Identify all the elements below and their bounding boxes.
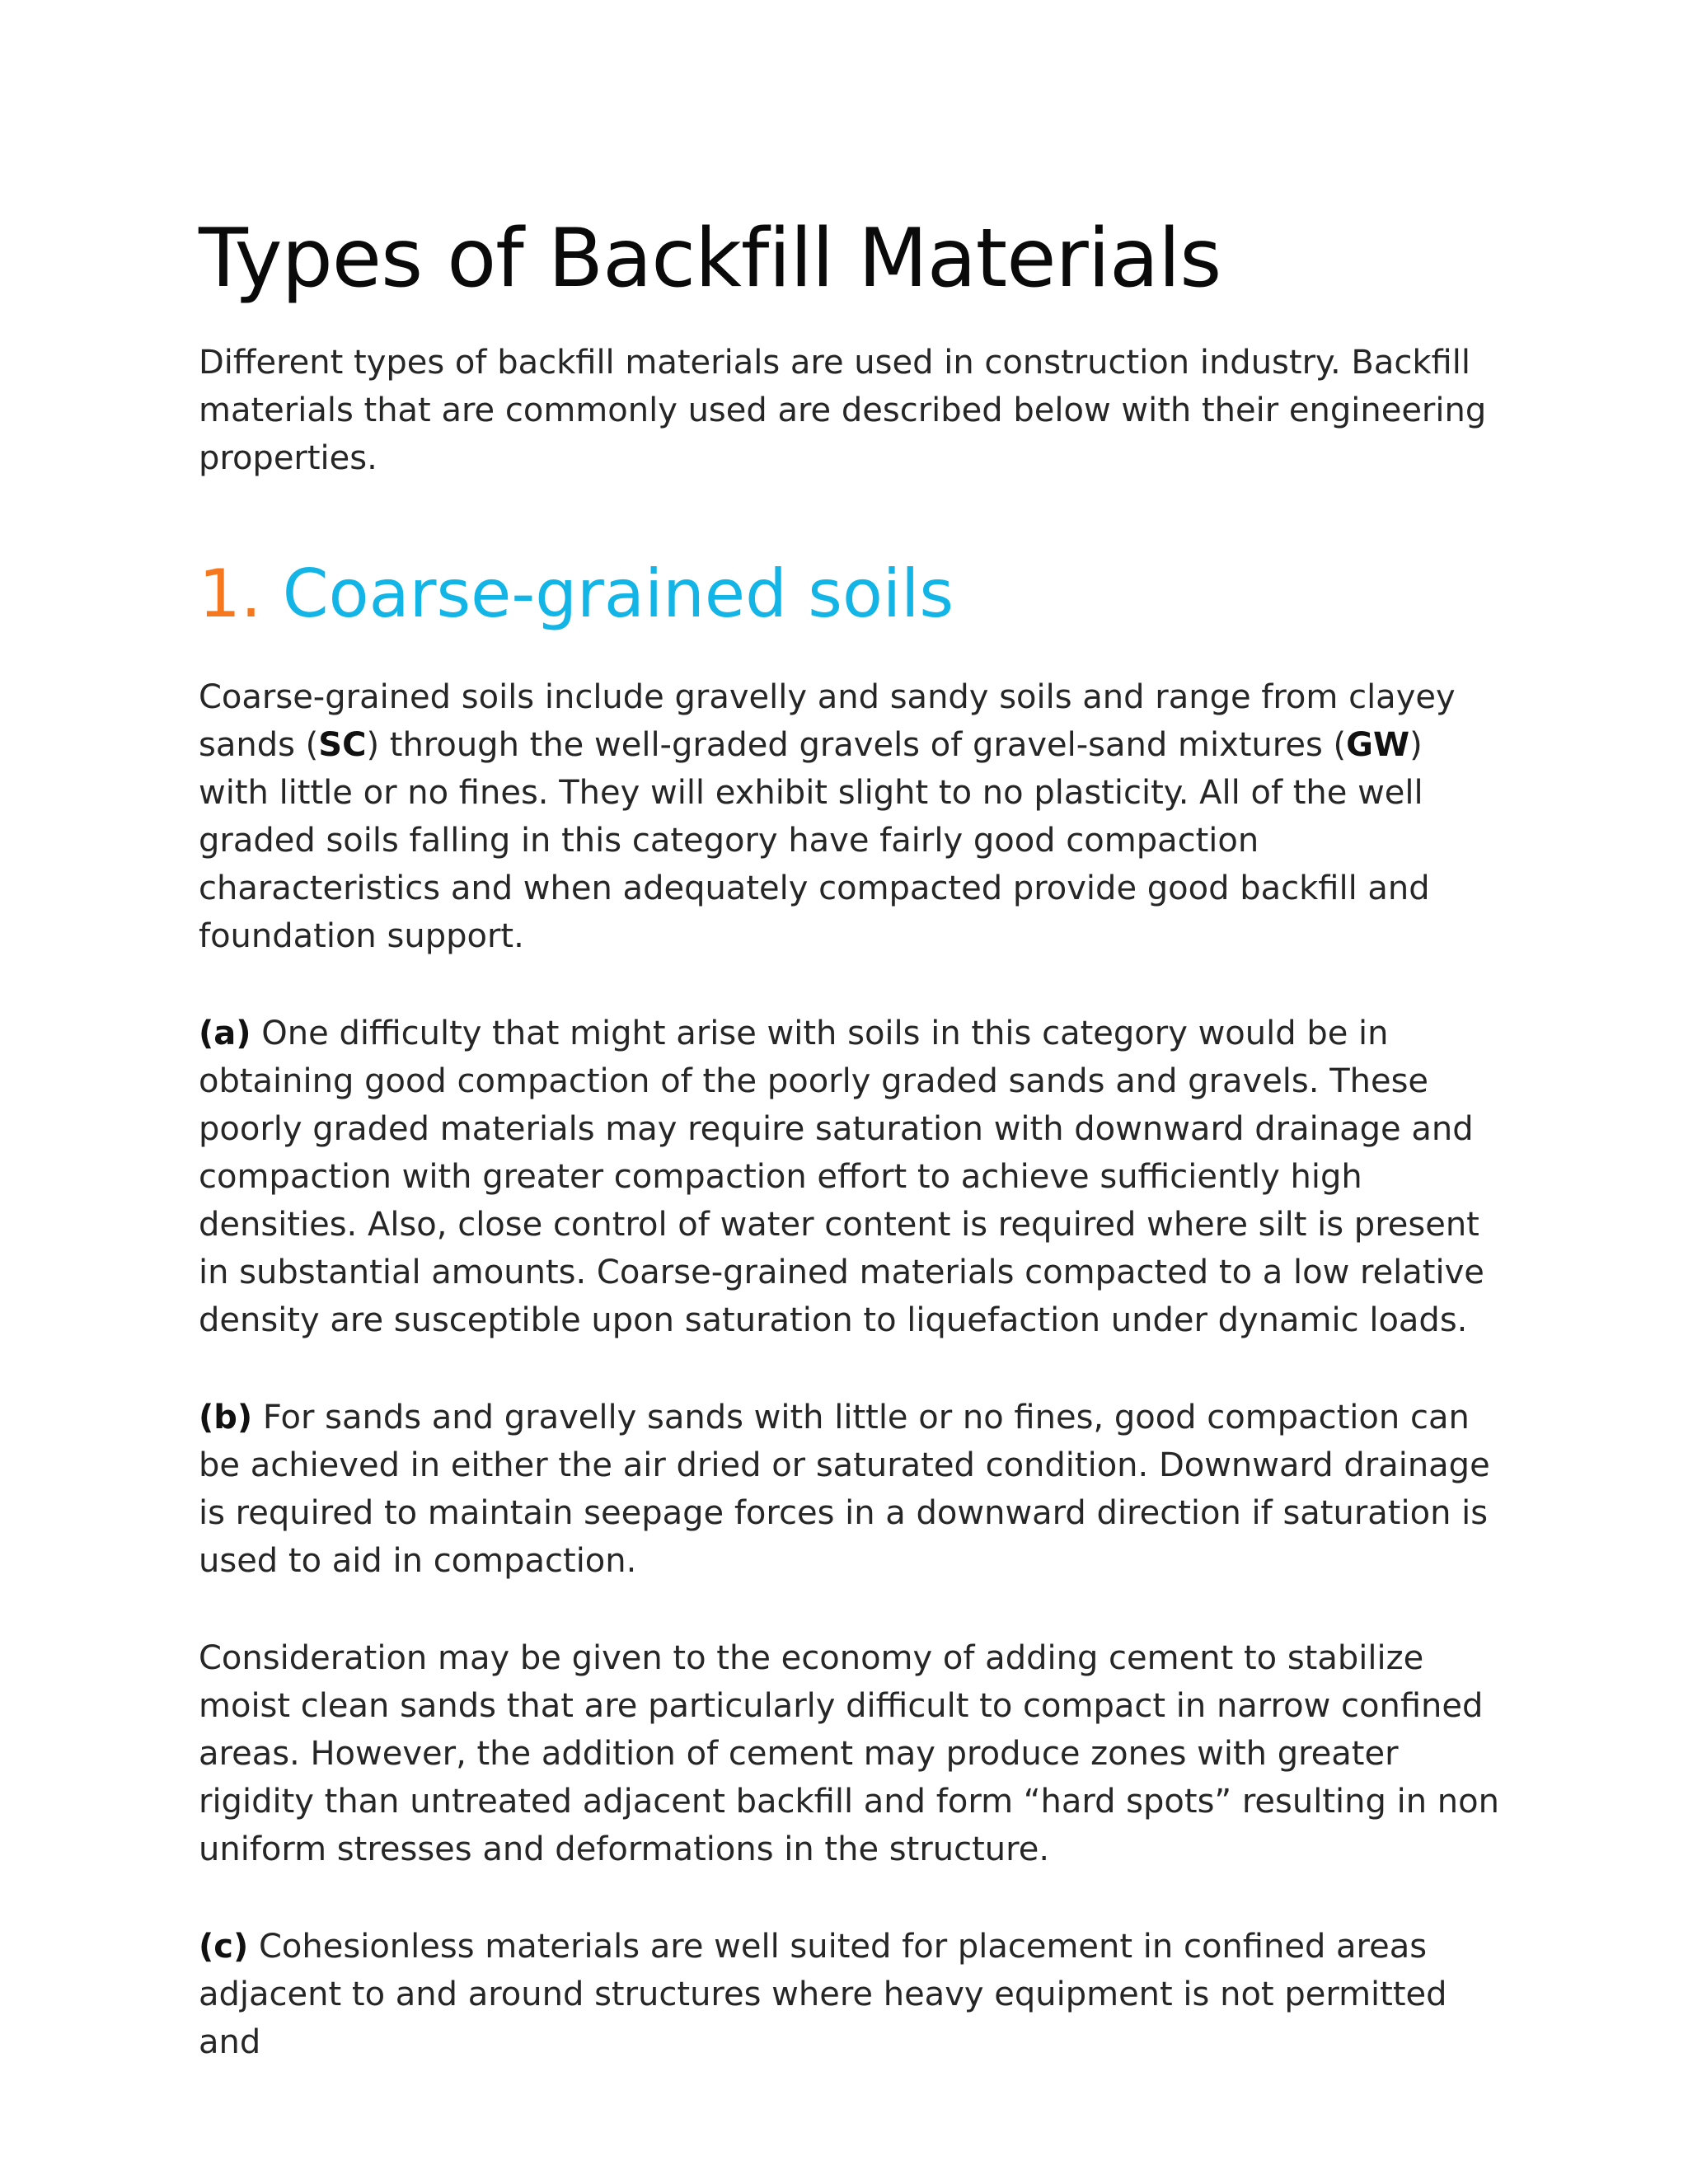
soil-code-sc: SC <box>318 725 367 764</box>
page-title: Types of Backfill Materials <box>199 212 1221 306</box>
soil-code-gw: GW <box>1346 725 1410 764</box>
paragraph-overview-part3: ) with little or no fines. They will exhibit slight to no plasticity. All of the well graded soils falling in this category have fairly good compaction characteristics and when adequately compacted provide good backfill and foundation support. <box>199 725 1430 955</box>
paragraph-c <box>199 1923 1501 2066</box>
paragraph-overview-part1: Coarse-grained soils include gravelly and sandy soils and range from clayey sands ( <box>199 677 1456 764</box>
paragraph-a-text: One difficulty that might arise with soils in this category would be in obtaining good compaction of the poorly graded sands and gravels. These poorly graded materials may require saturation with downward drainage and compaction with greater compaction effort to achieve sufficiently high densities. Also, close control of water content is required where silt is present in substantial amounts. Coarse-grained materials compacted to a low relative density are susceptible upon saturation to liquefaction under dynamic loads. <box>199 1014 1484 1339</box>
paragraph-c-text: Cohesionless materials are well suited for placement in confined areas adjacent to and around structures where heavy equipment is not permitted and <box>199 1927 1447 2061</box>
paragraph-a-label: (a) <box>199 1014 251 1052</box>
section-number: 1. <box>199 555 262 632</box>
paragraph-c-label: (c) <box>199 1927 249 1966</box>
paragraph-b-text: For sands and gravelly sands with little or no fines, good compaction can be achieved in either the air dried or saturated condition. Downward drainage is required to maintain seepage forces in a downward direction if saturation is used to aid in compaction. <box>199 1398 1490 1580</box>
paragraph-b-label: (b) <box>199 1398 253 1436</box>
paragraph-overview-part2: ) through the well-graded gravels of gravel-sand mixtures ( <box>366 725 1347 764</box>
section-heading-text: Coarse-grained soils <box>282 555 954 632</box>
paragraph-overview <box>199 673 1501 960</box>
section-heading-coarse-grained <box>199 555 1501 632</box>
paragraph-a <box>199 1010 1501 1344</box>
intro-paragraph: Different types of backfill materials are used in construction industry. Backfill materials that are commonly used are described below with their engineering properties. <box>199 343 1487 477</box>
paragraph-cement: Consideration may be given to the economy of adding cement to stabilize moist clean sands that are particularly difficult to compact in narrow confined areas. However, the addition of cement may produce zones with greater rigidity than untreated adjacent backfill and form “hard spots” resulting in non uniform stresses and deformations in the structure. <box>199 1638 1499 1868</box>
paragraph-b <box>199 1394 1501 1585</box>
document-page <box>199 213 1501 2066</box>
